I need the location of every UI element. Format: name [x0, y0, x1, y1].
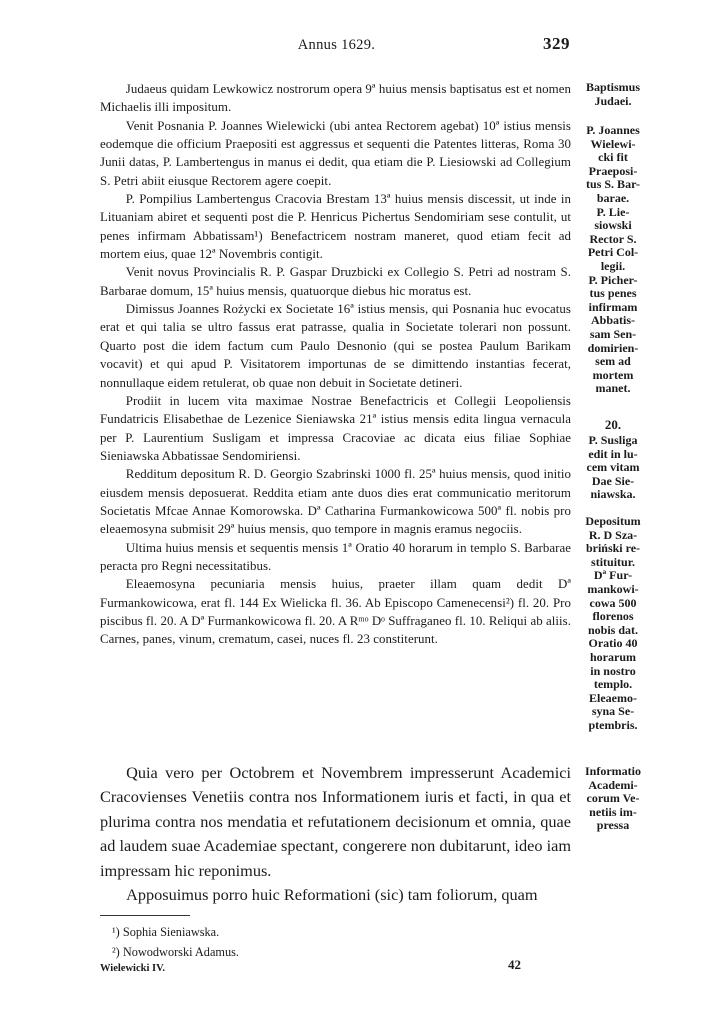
- margin-line: P. Susliga: [588, 433, 638, 447]
- margin-line: templo.: [593, 677, 633, 692]
- margin-note-wielewicki: [576, 124, 650, 396]
- margin-line: Rector S.: [589, 231, 637, 246]
- paragraph-baptism: Judaeus quidam Lewkowicz nostrorum opera 9ª huius mensis baptisatus est et nomen Michaelis illi impositum.: [100, 82, 571, 115]
- main-text-column: [100, 80, 571, 649]
- margin-line: Abbatis-: [590, 313, 635, 328]
- margin-line: niawska.: [590, 487, 636, 502]
- margin-line: Oratio 40: [588, 636, 638, 651]
- margin-line: netiis im-: [589, 804, 637, 819]
- margin-line: mankowi-: [587, 581, 639, 596]
- margin-line: P. Lie-: [596, 204, 630, 219]
- margin-line: sam Sen-: [589, 326, 637, 341]
- margin-line: tus S. Bar-: [586, 177, 640, 192]
- margin-line: legii.: [600, 258, 626, 273]
- header-title: Annus 1629.: [297, 37, 376, 53]
- footnote-divider: [100, 915, 190, 916]
- margin-line: P. Picher-: [588, 272, 638, 287]
- margin-line: Baptismus: [585, 80, 641, 94]
- paragraph-informatio: Quia vero per Octobrem et Novembrem impresserunt Academici Cracovienses Venetiis contra nos Informationem iuris et facti, in qua et plurima contra nos mendatia et refutationem decisionum et omnia, quae ad laudem suae Academiae spectant, congerere non dubitarunt, ideo iam impressam hic reponimus.: [100, 763, 571, 880]
- page-footer: [100, 957, 570, 977]
- margin-line: cem vitam: [586, 460, 640, 475]
- margin-line: sem ad: [595, 354, 631, 369]
- footnotes: [112, 922, 239, 962]
- margin-line: in nostro: [590, 663, 636, 678]
- margin-line: tus penes: [589, 286, 637, 301]
- paragraph-wielewicki: Venit Posnania P. Joannes Wielewicki (ubi antea Rectorem agebat) 10ª istius mensis eodemque die officium Praepositi est aggressus et sequenti die Patentes litteras, Roma 30 Junii datas, P. Lambertengus in manus ei dedit, qua etiam die P. Liesiowski ad Collegium S. Petri abiit eiusque Rectorem agere coepit.: [100, 118, 571, 188]
- margin-line: nobis dat.: [587, 622, 639, 637]
- margin-note-susliga: [576, 434, 650, 502]
- margin-line: Dª Fur-: [593, 568, 633, 583]
- margin-line: P. Joannes: [586, 123, 640, 137]
- margin-note-depositum: [576, 515, 650, 733]
- margin-line: florenos: [592, 609, 634, 624]
- paragraph-vita: Prodiit in lucem vita maximae Nostrae Benefactricis et Collegii Leopoliensis Fundatricis Elisabethae de Lezenice Sieniawska 21ª istius mensis edita lingua vernacula per P. Laurentium Susligam et impressa Cracoviae ac dicata eius filiae Sophiae Sieniawska Abbatissae Sendomiriensi.: [100, 393, 571, 463]
- margin-line: Judaei.: [594, 93, 632, 108]
- margin-line: manet.: [595, 381, 631, 396]
- margin-line: Informatio: [585, 764, 641, 778]
- margin-line: Academi-: [588, 777, 638, 792]
- signature-mark: Wielewicki IV.: [100, 963, 165, 974]
- page-number: 329: [543, 34, 570, 53]
- margin-line: briński re-: [585, 541, 641, 556]
- large-text-block: [100, 761, 571, 907]
- margin-line: Depositum: [585, 514, 641, 528]
- margin-line: cowa 500: [589, 595, 637, 610]
- margin-line: corum Ve-: [586, 791, 640, 806]
- footnote-2: ²) Nowodworski Adamus.: [112, 945, 239, 959]
- margin-line: stituitur.: [591, 554, 635, 569]
- margin-line: Wielewi-: [590, 136, 636, 151]
- margin-line: siowski: [594, 218, 632, 233]
- paragraph-apposuimus: Apposuimus porro huic Reformationi (sic) tam foliorum, quam: [126, 885, 538, 905]
- margin-line: ptembris.: [588, 717, 638, 732]
- paragraph-eleaemosyna: Eleaemosyna pecuniaria mensis huius, praeter illam quam dedit Dª Furmankowicowa, erat fl. 144 Ex Wielicka fl. 36. Ab Episcopo Camenecensi²) fl. 20. Pro piscibus fl. 20. A Dª Furmankowicowa fl. 20. A Rᵐᵒ Dᵒ Suffraganeo fl. 10. Reliqui ab aliis. Carnes, panes, vinum, crematum, casei, nuces fl. 23 constiterunt.: [100, 577, 571, 647]
- margin-line: cki fit: [598, 150, 628, 165]
- margin-line: Petri Col-: [587, 245, 639, 260]
- margin-line: Dae Sie-: [591, 473, 635, 488]
- margin-note-informatio: [576, 765, 650, 833]
- margin-line: barae.: [596, 190, 630, 205]
- margin-note-baptismus: [576, 81, 650, 108]
- margin-section-number: [576, 414, 650, 432]
- margin-line: pressa: [596, 818, 630, 833]
- paragraph-depositum: Redditum depositum R. D. Georgio Szabrinski 1000 fl. 25ª huius mensis, quod initio eiusdem mensis deposuerat. Reddita etiam ante duos dies erat communicatio meritorum Societatis Mfcae Annae Komorowska. Dª Catharina Furmankowicowa 500ª fl. nobis pro eleaemosyna submisit 29ª huius mensis, quo tempore in magnis eramus negociis.: [100, 467, 571, 537]
- sheet-number: 42: [508, 957, 521, 972]
- margin-line: horarum: [590, 649, 636, 664]
- paragraph-oratio: Ultima huius mensis et sequentis mensis 1ª Oratio 40 horarum in templo S. Barbarae peracta pro Regni necessitatibus.: [100, 540, 571, 573]
- margin-line: domirien-: [587, 340, 639, 355]
- paragraph-lambertengus: P. Pompilius Lambertengus Cracovia Brestam 13ª huius mensis discessit, ut inde in Lituaniam abiret et sequenti post die P. Henricus Pichertus Sendomiriam sese contulit, ut penes infirmam Abbatissam¹) Benefactricem nostram maneret, quod etiam fecit ad mortem eius, quae 12ª Novembris contigit.: [100, 192, 571, 262]
- paragraph-provincial: Venit novus Provincialis R. P. Gaspar Druzbicki ex Collegio S. Petri ad nostram S. Barbarae domum, 15ª huius mensis, quatuorque diebus hic moratus est.: [100, 265, 571, 298]
- running-header: [100, 34, 570, 60]
- margin-line: infirmam: [588, 299, 638, 314]
- section-number: 20.: [604, 417, 622, 432]
- margin-line: mortem: [592, 367, 634, 382]
- paragraph-dismissal: Dimissus Joannes Rożycki ex Societate 16ª istius mensis, qui Posnania huc evocatus erat et qui talia se ultro fassus erat patrasse, qualia in Societate tolerari non possunt. Quarto post die idem factum cum Paulo Desnonio (qui se postea Paulum Barikam vocavit) et qui apud P. Visitatorem importunas de se dimittendo instantias fecerat, nonnullaque eidem retulerat, ob quae non debuit in Societate detineri.: [100, 302, 571, 390]
- margin-line: edit in lu-: [588, 446, 638, 461]
- margin-line: Praeposi-: [588, 163, 638, 178]
- margin-line: R. D Sza-: [588, 527, 638, 542]
- margin-line: syna Se-: [591, 704, 635, 719]
- margin-line: Eleaemo-: [589, 690, 637, 705]
- footnote-1: ¹) Sophia Sieniawska.: [112, 925, 220, 939]
